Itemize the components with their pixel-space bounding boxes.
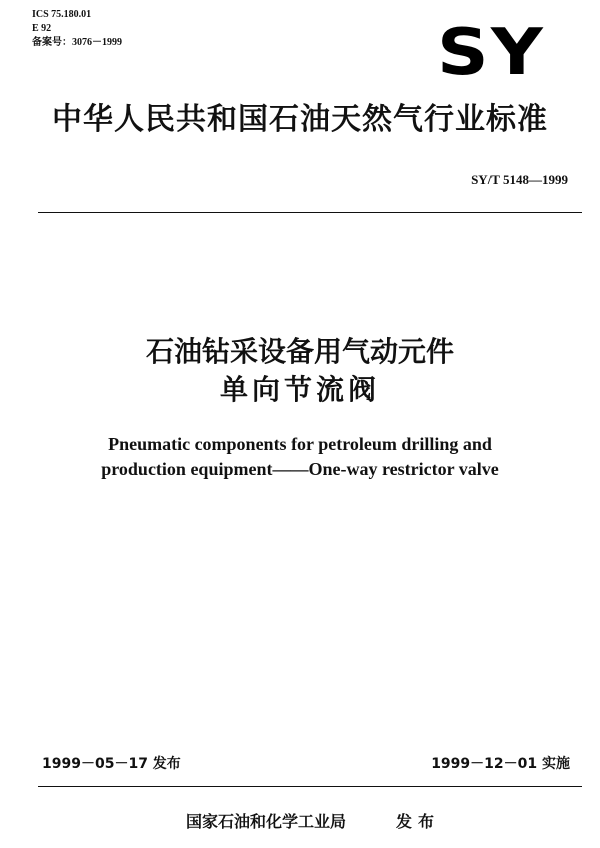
standard-code: SY/T 5148—1999 [471,172,568,187]
title-en-line-2: production equipment——One-way restrictor valve [101,459,499,479]
issue-date: 1999－05－17 发布 [42,756,181,772]
title-cn-line-2: 单向节流阀 [219,373,380,406]
issuing-authority-heading: 中华人民共和国石油天然气行业标准 [52,102,548,137]
record-number: 备案号：3076－1999 [32,37,122,48]
publisher-name: 国家石油和化学工业局 [186,812,347,831]
sy-logo: SY [437,16,546,90]
class-code: E 92 [32,23,52,34]
bottom-divider [38,786,582,787]
title-en-line-1: Pneumatic components for petroleum drilling and [108,434,492,454]
top-divider [38,212,582,213]
ics-code: ICS 75.180.01 [32,9,92,20]
title-cn-line-1: 石油钻采设备用气动元件 [145,335,454,368]
implementation-date: 1999－12－01 实施 [431,756,570,772]
title-en [0,432,600,482]
classification-block [32,8,122,50]
publish-label: 发布 [396,812,441,831]
